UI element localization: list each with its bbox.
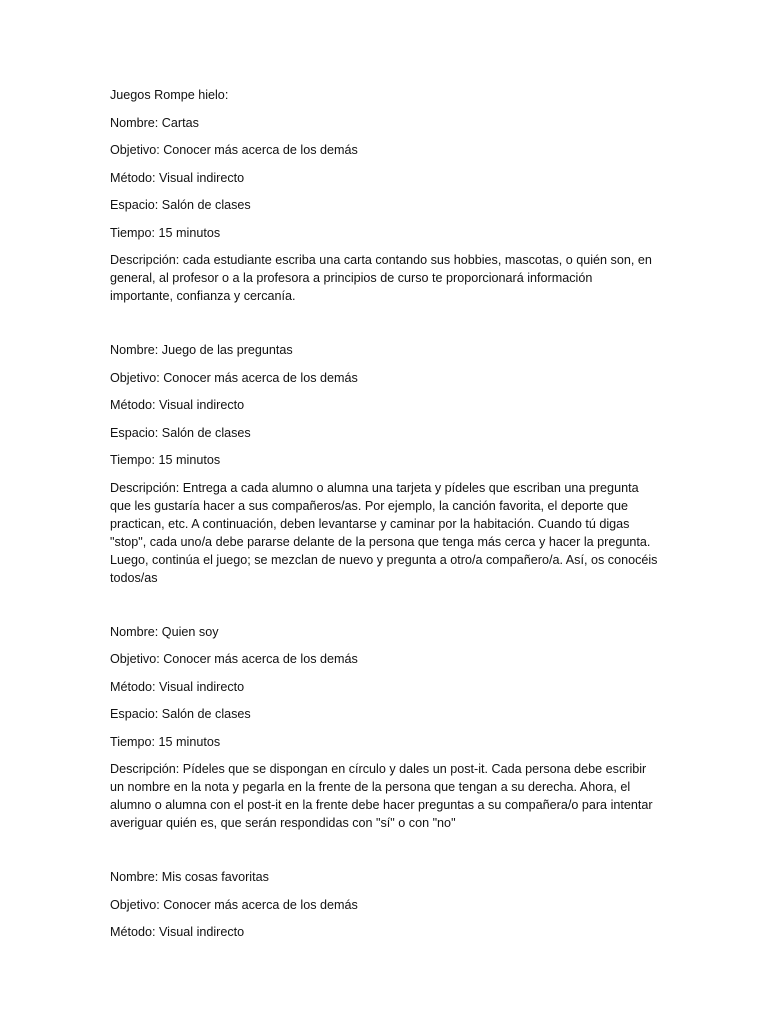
game-objective: Objetivo: Conocer más acerca de los demás — [110, 652, 358, 666]
game-time: Tiempo: 15 minutos — [110, 225, 221, 240]
game-name: Nombre: Mis cosas favoritas — [110, 870, 269, 884]
game-space: Espacio: Salón de clases — [110, 425, 251, 440]
game-method: Método: Visual indirecto — [110, 925, 245, 939]
section-spacer — [110, 305, 658, 341]
game-objective: Objetivo: Conocer más acerca de los demás — [110, 370, 358, 385]
game-space: Espacio: Salón de clases — [110, 707, 251, 721]
game-method: Método: Visual indirecto — [110, 679, 245, 694]
game-section-quien-soy — [110, 623, 658, 833]
game-name: Nombre: Juego de las preguntas — [110, 343, 293, 357]
document-content — [110, 86, 658, 951]
game-description: Descripción: Entrega a cada alumno o alumna una tarjeta y pídeles que escriban una pregunta que les gustaría hacer a sus compañeros/as. Por ejemplo, la canción favorita, el deporte que practican, etc. A continuación, deben levantarse y caminar por la habitación. Cuando tú digas "stop", cada uno/a debe pararse delante de la persona que tenga más cerca y hacer la pregunta. Luego, continúa el juego; se mezclan de nuevo y pregunta a otro/a compañero/a. Así, os conocéis todos/as — [110, 480, 658, 585]
game-time: Tiempo: 15 minutos — [110, 453, 221, 467]
section-spacer — [110, 587, 658, 623]
game-method: Método: Visual indirecto — [110, 170, 245, 185]
game-time: Tiempo: 15 minutos — [110, 734, 221, 749]
game-objective: Objetivo: Conocer más acerca de los demás — [110, 897, 358, 912]
section-spacer — [110, 832, 658, 868]
game-section-preguntas — [110, 341, 658, 587]
game-objective: Objetivo: Conocer más acerca de los demás — [110, 143, 358, 157]
game-section-cosas-favoritas — [110, 868, 658, 941]
game-description: Descripción: Pídeles que se dispongan en círculo y dales un post-it. Cada persona debe escribir un nombre en la nota y pegarla en la frente de la persona que tengan a su derecha. Ahora, el alumno o alumna con el post-it en la frente debe hacer preguntas a su compañera/o para intentar averiguar quién es, que serán respondidas con "sí" o con "no" — [110, 762, 653, 830]
game-method: Método: Visual indirecto — [110, 398, 245, 412]
game-name: Nombre: Cartas — [110, 115, 199, 130]
game-name: Nombre: Quien soy — [110, 624, 219, 639]
game-space: Espacio: Salón de clases — [110, 198, 251, 212]
document-title: Juegos Rompe hielo: — [110, 88, 229, 102]
game-section-cartas — [110, 114, 658, 306]
game-description: Descripción: cada estudiante escriba una carta contando sus hobbies, mascotas, o quién son, en general, al profesor o a la profesora a principios de curso te proporcionará información importante, confianza y cercanía. — [110, 253, 652, 303]
